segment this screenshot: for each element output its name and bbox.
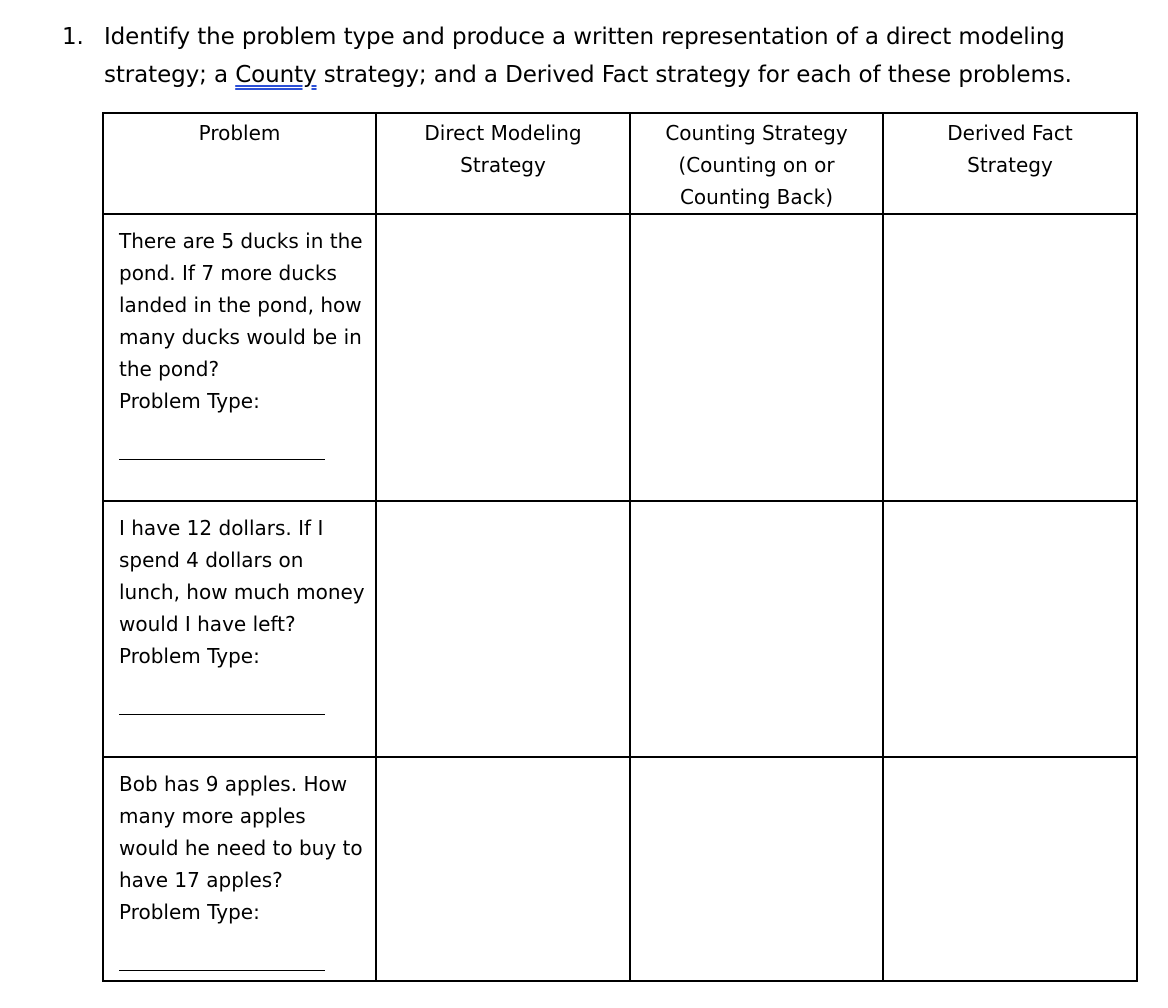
problem-type-answer-line[interactable] xyxy=(119,970,325,971)
header-derived-line1: Derived Fact xyxy=(947,121,1073,145)
strategy-table xyxy=(102,112,1138,982)
header-counting-strategy xyxy=(630,113,883,214)
table-row xyxy=(103,214,1137,501)
header-direct-line2: Strategy xyxy=(460,153,546,177)
direct-modeling-answer-cell[interactable] xyxy=(376,501,630,757)
problem-text: I have 12 dollars. If I spend 4 dollars on lunch, how much money would I have left? xyxy=(119,516,365,636)
derived-fact-answer-cell[interactable] xyxy=(883,214,1137,501)
misspelled-word: County xyxy=(235,62,317,88)
instruction-text xyxy=(104,18,1152,94)
direct-modeling-answer-cell[interactable] xyxy=(376,757,630,981)
counting-strategy-answer-cell[interactable] xyxy=(630,214,883,501)
problem-type-label: Problem Type: xyxy=(119,644,260,668)
header-counting-line3: Counting Back) xyxy=(679,185,834,209)
problem-type-answer-line[interactable] xyxy=(119,459,325,460)
problem-type-label: Problem Type: xyxy=(119,900,260,924)
counting-strategy-answer-cell[interactable] xyxy=(630,757,883,981)
derived-fact-answer-cell[interactable] xyxy=(883,757,1137,981)
header-problem-label: Problem xyxy=(198,121,281,145)
problem-cell xyxy=(103,757,376,981)
table-row xyxy=(103,757,1137,981)
header-counting-line1: Counting Strategy xyxy=(665,121,848,145)
problem-cell xyxy=(103,214,376,501)
header-direct-line1: Direct Modeling xyxy=(424,121,582,145)
problem-type-label: Problem Type: xyxy=(119,389,260,413)
header-derived-line2: Strategy xyxy=(967,153,1053,177)
problem-cell xyxy=(103,501,376,757)
question-number: 1. xyxy=(62,24,84,50)
problem-type-answer-line[interactable] xyxy=(119,714,325,715)
table-header-row xyxy=(103,113,1137,214)
derived-fact-answer-cell[interactable] xyxy=(883,501,1137,757)
header-problem xyxy=(103,113,376,214)
instruction-text-end: strategy; and a Derived Fact strategy for each of these problems. xyxy=(316,62,1072,88)
header-derived-fact xyxy=(883,113,1137,214)
direct-modeling-answer-cell[interactable] xyxy=(376,214,630,501)
table-row xyxy=(103,501,1137,757)
problem-text: Bob has 9 apples. How many more apples would he need to buy to have 17 apples? xyxy=(119,772,363,892)
instruction-text-start: Identify the problem type and produce a written representation of a direct modeling strategy; a xyxy=(104,24,1065,88)
problem-text: There are 5 ducks in the pond. If 7 more ducks landed in the pond, how many ducks would be in the pond? xyxy=(119,229,363,381)
header-counting-line2: (Counting on or xyxy=(678,153,835,177)
header-direct-modeling xyxy=(376,113,630,214)
counting-strategy-answer-cell[interactable] xyxy=(630,501,883,757)
instruction-paragraph xyxy=(62,18,1152,94)
